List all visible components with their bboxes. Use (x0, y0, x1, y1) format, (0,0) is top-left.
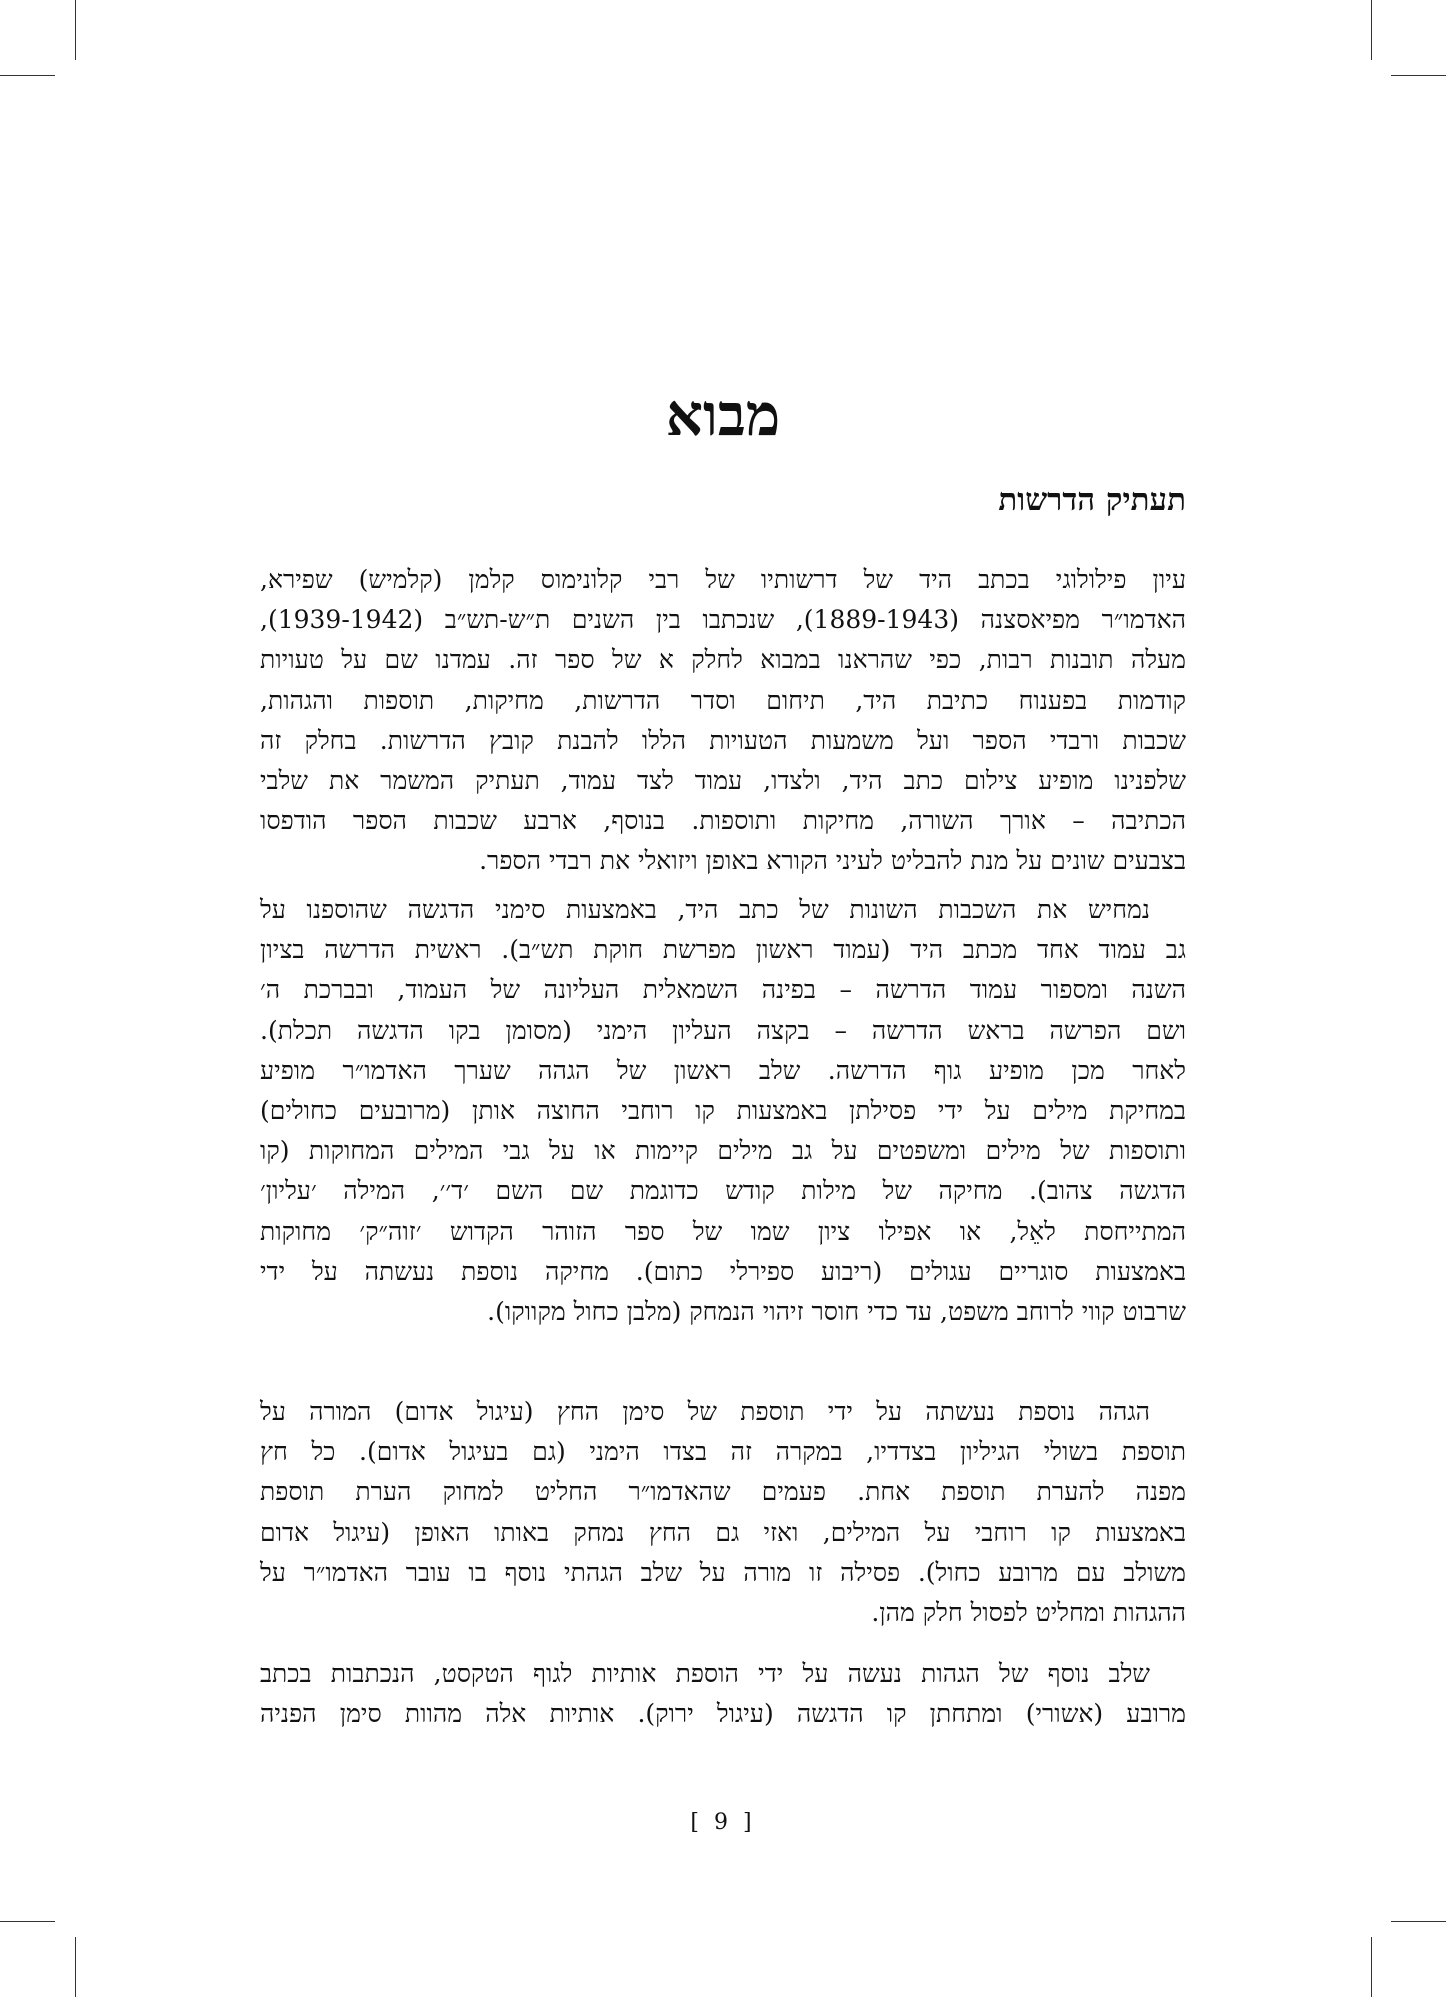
text-line: מרובע (אשורי) ומתחתן קו הדגשה (עיגול ירוק). אותיות אלה מהוות סימן הפניה (260, 1699, 1186, 1729)
crop-mark-top-left-horizontal (0, 75, 55, 76)
text-line: ותוספות של מילים ומשפטים על גב מילים קיימות או על גבי המילים המחוקות (קו (260, 1136, 1186, 1166)
text-line: לאחר מכן מופיע גוף הדרשה. שלב ראשון של הגהה שערך האדמו״ר מופיע (260, 1055, 1186, 1085)
crop-mark-bottom-left-vertical (75, 1937, 76, 1997)
text-line: בצבעים שונים על מנת להבליט לעיני הקורא באופן ויזואלי את רבדי הספר. (479, 846, 1186, 876)
text-line: באמצעות קו רוחבי על המילים, ואזי גם החץ נמחק באותו האופן (עיגול אדום (260, 1517, 1186, 1547)
text-line: עיון פילולוגי בכתב היד של דרשותיו של רבי קלונימוס קלמן (קלמיש) שפירא, (260, 565, 1186, 594)
text-line: ההגהות ומחליט לפסול חלק מהן. (871, 1598, 1186, 1628)
text-line: קודמות בפענוח כתיבת היד, תיחום וסדר הדרשות, מחיקות, תוספות והגהות, (260, 685, 1186, 715)
page-number: [ 9 ] (690, 1810, 756, 1835)
crop-mark-bottom-right-vertical (1371, 1937, 1372, 1997)
text-line: שכבות ורבדי הספר ועל משמעות הטעויות הללו להבנת קובץ הדרשות. בחלק זה (260, 725, 1186, 755)
text-line: השנה ומספור עמוד הדרשה – בפינה השמאלית העליונה של העמוד, ובברכת ה׳ (260, 975, 1186, 1005)
text-line: באמצעות סוגריים עגולים (ריבוע ספירלי כתום). מחיקה נוספת נעשתה על ידי (260, 1256, 1186, 1286)
paragraph-1 (260, 560, 1186, 882)
text-line: תוספת בשולי הגיליון בצדדיו, במקרה זה בצדו הימני (גם בעיגול אדום). כל חץ (260, 1437, 1186, 1467)
paragraph-2 (260, 890, 1186, 1332)
text-line: שלפנינו מופיע צילום כתב היד, ולצדו, עמוד לצד עמוד, תעתיק המשמר את שלבי (260, 766, 1186, 796)
crop-mark-top-right-vertical (1371, 0, 1372, 60)
text-line: שלב נוסף של הגהות נעשה על ידי הוספת אותיות לגוף הטקסט, הנכתבות בכתב (260, 1659, 1150, 1688)
crop-mark-top-right-horizontal (1391, 75, 1446, 76)
paragraph-3 (260, 1392, 1186, 1633)
text-line: הכתיבה – אורך השורה, מחיקות ותוספות. בנוסף, ארבע שכבות הספר הודפסו (260, 806, 1186, 836)
text-line: ושם הפרשה בראש הדרשה – בקצה העליון הימני (מסומן בקו הדגשה תכלת). (260, 1015, 1186, 1045)
text-line: במחיקת מילים על ידי פסילתן באמצעות קו רוחבי החוצה אותן (מרובעים כחולים) (260, 1096, 1186, 1126)
text-line: המתייחסת לאֵל, או אפילו ציון שמו של ספר הזוהר הקדוש ׳זוה״ק׳ מחוקות (260, 1216, 1186, 1246)
text-line: שרבוט קווי לרוחב משפט, עד כדי חוסר זיהוי הנמחק (מלבן כחול מקווקו). (487, 1297, 1186, 1327)
text-line: הגהה נוספת נעשתה על ידי תוספת של סימן החץ (עיגול אדום) המורה על (260, 1397, 1150, 1426)
crop-mark-top-left-vertical (75, 0, 76, 60)
text-line: הדגשה צהוב). מחיקה של מילות קודש כדוגמת שם השם ׳ד׳׳, המילה ׳עליון׳ (260, 1176, 1186, 1206)
text-line: מפנה להערת תוספת אחת. פעמים שהאדמו״ר החליט למחוק הערת תוספת (260, 1477, 1186, 1507)
section-heading: תעתיק הדרשות (998, 482, 1186, 518)
crop-mark-bottom-right-horizontal (1391, 1921, 1446, 1922)
text-line: מעלה תובנות רבות, כפי שהראנו במבוא לחלק א של ספר זה. עמדנו שם על טעויות (260, 645, 1186, 675)
chapter-title: מבוא (665, 381, 781, 449)
text-line: משולב עם מרובע כחול). פסילה זו מורה על שלב הגהתי נוסף בו עובר האדמו״ר על (260, 1557, 1186, 1587)
text-line: גב עמוד אחד מכתב היד (עמוד ראשון מפרשת חוקת תש״ב). ראשית הדרשה בציון (260, 935, 1186, 965)
text-line: האדמו״ר מפיאסצנה (1889-1943), שנכתבו בין השנים ת״ש-תש״ב (1939-1942), (260, 605, 1186, 635)
text-line: נמחיש את השכבות השונות של כתב היד, באמצעות סימני הדגשה שהוספנו על (260, 895, 1150, 924)
paragraph-4 (260, 1654, 1186, 1734)
crop-mark-bottom-left-horizontal (0, 1921, 55, 1922)
